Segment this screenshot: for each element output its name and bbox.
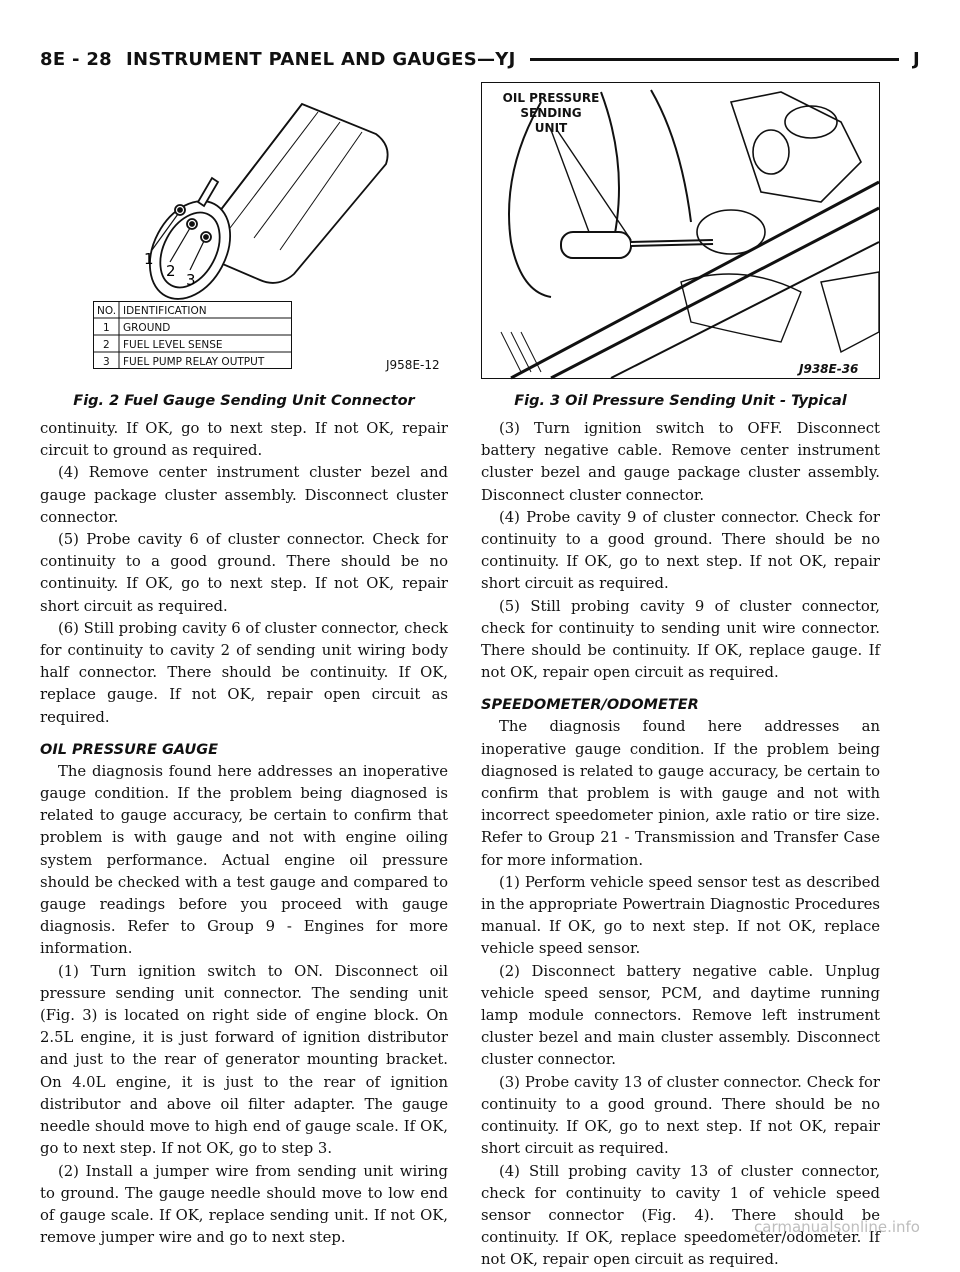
paragraph: continuity. If OK, go to next step. If not OK, repair circuit to ground as required. [40, 420, 448, 460]
fig3-label-line-3: UNIT [534, 121, 568, 135]
fig2-code: J958E-12 [386, 358, 440, 372]
page-title: INSTRUMENT PANEL AND GAUGES—YJ [125, 48, 516, 70]
paragraph: The diagnosis found here addresses an inoperative gauge condition. If the problem being diagnosed is related to gauge accuracy, be certain to confirm that problem is with gauge and not with incorrect speedometer pinion, axle ratio or tire size. Refer to Group 21 - Transmission and Transfer Case for more information. [481, 718, 880, 869]
fig2-caption: Fig. 2 Fuel Gauge Sending Unit Connector [73, 393, 415, 409]
pin-label-1: 1 [144, 250, 154, 268]
fig3-engine-illustration [481, 82, 880, 382]
table-cell: GROUND [123, 322, 171, 334]
table-header-identification: IDENTIFICATION [123, 305, 207, 317]
paragraph: (2) Install a jumper wire from sending unit wiring to ground. The gauge needle should move to low end of gauge scale. If OK, replace sending unit. If not OK, remove jumper wire and go to next step. [40, 1162, 448, 1247]
paragraph: (4) Remove center instrument cluster bezel and gauge package cluster assembly. Disconnect cluster connector. [40, 464, 448, 526]
paragraph: (4) Probe cavity 9 of cluster connector. Check for continuity to a good ground. There should be no continuity. If OK, go to next step. If not OK, repair short circuit as required. [481, 508, 880, 593]
paragraph: (3) Probe cavity 13 of cluster connector. Check for continuity to a good ground. There should be no continuity. If OK, go to next step. If not OK, repair short circuit as required. [481, 1073, 880, 1158]
left-column [40, 418, 448, 1249]
paragraph: (3) Turn ignition switch to OFF. Disconnect battery negative cable. Remove center instrument cluster bezel and gauge package cluster assembly. Disconnect cluster connector. [481, 420, 880, 504]
paragraph: The diagnosis found here addresses an inoperative gauge condition. If the problem being diagnosed is related to gauge accuracy, be certain to confirm that problem is with gauge and not with engine oiling system performance. Actual engine oil pressure should be checked with a test gauge and compared to gauge readings before you proceed with gauge diagnosis. Refer to Group 9 - Engines for more information. [40, 762, 448, 958]
header-letter: J [913, 48, 920, 70]
table-header-no: NO. [97, 305, 117, 317]
table-cell: 1 [103, 322, 110, 334]
table-cell: 3 [103, 356, 110, 368]
fig3-caption: Fig. 3 Oil Pressure Sending Unit - Typical [514, 393, 847, 409]
fig3-label-line-2: SENDING [520, 106, 582, 120]
paragraph: (4) Still probing cavity 13 of cluster connector, check for continuity to cavity 1 of vehicle speed sensor connector (Fig. 4). There should be continuity. If OK, replace speedometer/odometer. If not OK, repair open circuit as required. [481, 1162, 880, 1269]
table-cell: FUEL LEVEL SENSE [123, 339, 223, 351]
right-column [481, 418, 880, 1272]
section-number: 8E - 28 [40, 48, 112, 70]
paragraph: (1) Turn ignition switch to ON. Disconnect oil pressure sending unit connector. The sending unit (Fig. 3) is located on right side of engine block. On 2.5L engine, it is just forward of ignition distributor and just to the rear of generator mounting bracket. On 4.0L engine, it is just to the rear of ignition distributor and above oil filter adapter. The gauge needle should move to high end of gauge scale. If OK, go to next step. If not OK, go to step 3. [40, 962, 448, 1158]
section-heading: OIL PRESSURE GAUGE [40, 741, 219, 758]
fig3-code: J938E-36 [799, 362, 859, 376]
pin-label-3: 3 [186, 271, 196, 289]
fig3-label-line-1: OIL PRESSURE [502, 91, 600, 105]
table-cell: FUEL PUMP RELAY OUTPUT [123, 356, 265, 368]
watermark: carmanualsonline.info [754, 1218, 920, 1236]
paragraph: (5) Still probing cavity 9 of cluster connector, check for continuity to sending unit wire connector. There should be continuity. If OK, replace gauge. If not OK, repair open circuit as required. [481, 597, 880, 682]
paragraph: (1) Perform vehicle speed sensor test as described in the appropriate Powertrain Diagnostic Procedures manual. If OK, go to next step. If not OK, replace vehicle speed sensor. [481, 873, 880, 958]
paragraph: (5) Probe cavity 6 of cluster connector. Check for continuity to a good ground. There should be no continuity. If OK, go to next step. If not OK, repair short circuit as required. [40, 531, 448, 615]
pin-label-2: 2 [166, 262, 176, 280]
fig2-identification-table [93, 301, 313, 373]
table-cell: 2 [103, 339, 110, 351]
paragraph: (6) Still probing cavity 6 of cluster connector, check for continuity to cavity 2 of sending unit wiring body half connector. There should be continuity. If OK, replace gauge. If not OK, repair open circuit as required. [40, 619, 448, 726]
header-rule [530, 58, 899, 61]
section-heading: SPEEDOMETER/ODOMETER [481, 697, 699, 714]
paragraph: (2) Disconnect battery negative cable. Unplug vehicle speed sensor, PCM, and daytime running lamp module connectors. Remove left instrument cluster bezel and main cluster assembly. Disconnect cluster connector. [481, 962, 880, 1069]
page-header [40, 46, 920, 72]
